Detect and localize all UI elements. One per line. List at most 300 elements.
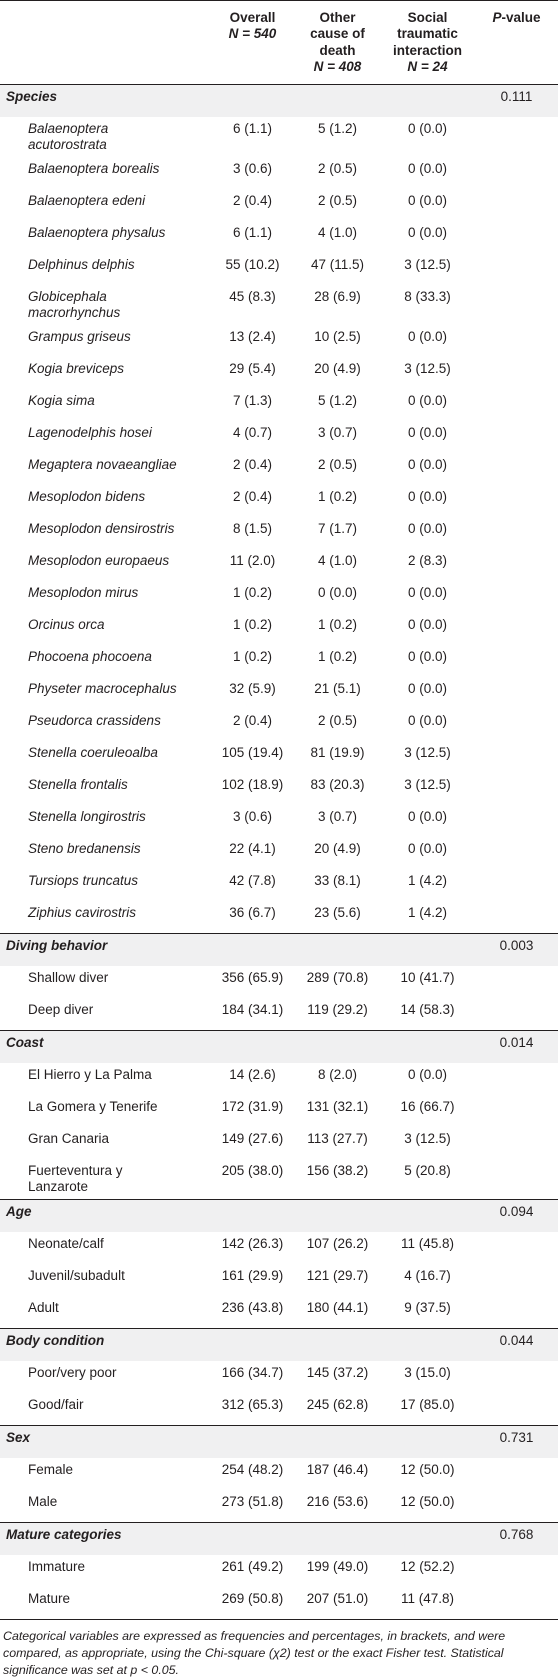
cell-pvalue: 0.731 <box>475 1425 558 1458</box>
header-overall <box>210 1 295 85</box>
cell-pvalue <box>475 389 558 421</box>
cell-pvalue: 0.094 <box>475 1199 558 1232</box>
header-other-cause <box>295 1 380 85</box>
row-label <box>0 677 210 709</box>
table-row <box>0 998 558 1031</box>
header-other-n: N = 408 <box>313 59 362 75</box>
cell-other-cause: 2 (0.5) <box>317 192 358 208</box>
cell-overall: 254 (48.2) <box>221 1461 284 1477</box>
category-row <box>0 84 558 117</box>
table-row <box>0 517 558 549</box>
cell-pvalue <box>475 1361 558 1393</box>
cell-overall: 14 (2.6) <box>229 1066 276 1082</box>
cell-other-cause: 10 (2.5) <box>314 328 361 344</box>
table-row <box>0 1095 558 1127</box>
cell-overall: 55 (10.2) <box>225 256 280 272</box>
cell-other-cause: 145 (37.2) <box>306 1364 369 1380</box>
cell-pvalue <box>475 1296 558 1329</box>
cell-other-cause <box>295 933 380 966</box>
cell-overall: 4 (0.7) <box>232 424 273 440</box>
cell-pvalue <box>475 581 558 613</box>
table-row <box>0 837 558 869</box>
cell-other-cause <box>295 84 380 117</box>
row-label <box>0 1587 210 1620</box>
cell-overall <box>210 1328 295 1361</box>
cell-pvalue: 0.111 <box>475 84 558 117</box>
row-label <box>0 253 210 285</box>
cell-social-traumatic: 11 (45.8) <box>400 1235 455 1251</box>
cell-pvalue <box>475 613 558 645</box>
cell-social-traumatic: 0 (0.0) <box>407 680 448 696</box>
cell-pvalue <box>475 645 558 677</box>
row-label <box>0 221 210 253</box>
cell-overall: 3 (0.6) <box>232 160 273 176</box>
header-social-l2: traumatic <box>397 26 458 42</box>
row-label <box>0 998 210 1031</box>
cell-overall <box>210 1425 295 1458</box>
category-label: Coast <box>0 1030 210 1063</box>
category-row <box>0 933 558 966</box>
cell-social-traumatic: 3 (12.5) <box>404 1130 451 1146</box>
row-label-line1: Pseudorca crassidens <box>28 712 161 728</box>
cell-overall: 36 (6.7) <box>229 904 276 920</box>
row-label-line1: Grampus griseus <box>28 328 131 344</box>
category-label: Diving behavior <box>0 933 210 966</box>
cell-overall: 2 (0.4) <box>232 712 273 728</box>
row-label <box>0 1095 210 1127</box>
table-row <box>0 1587 558 1620</box>
row-label <box>0 1296 210 1329</box>
cell-overall: 7 (1.3) <box>232 392 273 408</box>
row-label <box>0 189 210 221</box>
cell-overall: 6 (1.1) <box>232 224 273 240</box>
cell-pvalue <box>475 485 558 517</box>
cell-pvalue <box>475 285 558 325</box>
cell-other-cause: 5 (1.2) <box>317 120 358 136</box>
cell-other-cause: 20 (4.9) <box>314 360 361 376</box>
category-label: Species <box>0 84 210 117</box>
table-row <box>0 117 558 157</box>
header-pvalue <box>475 1 558 85</box>
row-label <box>0 645 210 677</box>
table-row <box>0 1159 558 1200</box>
row-label-line1: Neonate/calf <box>28 1235 104 1251</box>
cell-overall: 1 (0.2) <box>232 584 273 600</box>
cell-social-traumatic: 4 (16.7) <box>404 1267 451 1283</box>
table-row <box>0 613 558 645</box>
row-label <box>0 869 210 901</box>
cell-pvalue <box>475 773 558 805</box>
cell-pvalue <box>475 1264 558 1296</box>
header-pvalue-rest: -value <box>501 10 541 25</box>
row-label-line1: Phocoena phocoena <box>28 648 152 664</box>
cell-overall: 8 (1.5) <box>232 520 273 536</box>
cell-pvalue <box>475 1095 558 1127</box>
cell-overall: 22 (4.1) <box>229 840 276 856</box>
cell-overall: 42 (7.8) <box>229 872 276 888</box>
cell-pvalue: 0.003 <box>475 933 558 966</box>
cell-overall: 273 (51.8) <box>221 1493 284 1509</box>
row-label <box>0 837 210 869</box>
cell-pvalue <box>475 966 558 998</box>
cell-other-cause: 20 (4.9) <box>314 840 361 856</box>
cell-pvalue <box>475 517 558 549</box>
cell-other-cause: 33 (8.1) <box>314 872 361 888</box>
cell-social-traumatic: 0 (0.0) <box>407 192 448 208</box>
row-label <box>0 485 210 517</box>
cell-overall: 184 (34.1) <box>221 1001 284 1017</box>
cell-overall: 2 (0.4) <box>232 456 273 472</box>
cell-other-cause: 119 (29.2) <box>307 1001 368 1017</box>
cell-social-traumatic: 17 (85.0) <box>400 1396 455 1412</box>
cell-pvalue <box>475 253 558 285</box>
cell-other-cause: 1 (0.2) <box>317 648 358 664</box>
cell-overall: 11 (2.0) <box>229 552 276 568</box>
table-footnote: Categorical variables are expressed as frequencies and percentages, in brackets, and were compared, as appropriate, using the Chi-square (χ2) test or the exact Fisher test. Statistical significance was set at p < 0.05. <box>3 1628 506 1677</box>
cell-pvalue: 0.014 <box>475 1030 558 1063</box>
cell-other-cause: 1 (0.2) <box>317 616 358 632</box>
cell-social-traumatic: 0 (0.0) <box>407 840 448 856</box>
cell-pvalue <box>475 677 558 709</box>
row-label <box>0 1458 210 1490</box>
cell-overall: 356 (65.9) <box>221 969 284 985</box>
cell-social-traumatic: 0 (0.0) <box>407 584 448 600</box>
row-label <box>0 966 210 998</box>
row-label <box>0 1232 210 1264</box>
table-row <box>0 253 558 285</box>
row-label-line1: Kogia sima <box>28 392 95 408</box>
category-label: Body condition <box>0 1328 210 1361</box>
cell-social-traumatic: 3 (12.5) <box>404 360 451 376</box>
row-label-line1: Stenella longirostris <box>28 808 146 824</box>
header-social-l3: interaction <box>392 42 462 58</box>
cell-overall <box>210 1199 295 1232</box>
cell-pvalue <box>475 189 558 221</box>
table-row <box>0 421 558 453</box>
table-body <box>0 84 558 1619</box>
row-label <box>0 517 210 549</box>
row-label <box>0 117 210 157</box>
header-other-l1: Other <box>319 10 356 25</box>
cell-overall: 105 (19.4) <box>221 744 284 760</box>
cell-pvalue <box>475 221 558 253</box>
row-label-line1: Mesoplodon europaeus <box>28 552 170 568</box>
row-label-line1: Balaenoptera physalus <box>28 224 166 240</box>
row-label <box>0 709 210 741</box>
cell-social-traumatic: 8 (33.3) <box>404 288 451 304</box>
cell-overall <box>210 84 295 117</box>
table-row <box>0 1127 558 1159</box>
cell-other-cause <box>295 1030 380 1063</box>
cell-overall: 161 (29.9) <box>221 1267 284 1283</box>
cell-social-traumatic: 3 (12.5) <box>404 744 451 760</box>
cell-social-traumatic: 10 (41.7) <box>400 969 455 985</box>
cell-other-cause <box>295 1199 380 1232</box>
cell-social-traumatic: 0 (0.0) <box>407 224 448 240</box>
table-row <box>0 901 558 934</box>
cell-overall: 261 (49.2) <box>221 1558 284 1574</box>
cell-pvalue <box>475 901 558 934</box>
cell-overall: 166 (34.7) <box>221 1364 284 1380</box>
cell-pvalue <box>475 837 558 869</box>
row-label <box>0 157 210 189</box>
table-row <box>0 1232 558 1264</box>
header-variable <box>0 1 210 85</box>
row-label <box>0 1393 210 1426</box>
cell-social-traumatic: 12 (50.0) <box>400 1493 455 1509</box>
cell-other-cause: 2 (0.5) <box>317 160 358 176</box>
cell-social-traumatic: 3 (12.5) <box>404 776 451 792</box>
cell-pvalue <box>475 117 558 157</box>
row-label-line1: Gran Canaria <box>28 1130 110 1146</box>
cell-social-traumatic <box>380 1030 475 1063</box>
cell-overall: 32 (5.9) <box>229 680 276 696</box>
row-label-line1: Stenella coeruleoalba <box>28 744 158 760</box>
cell-pvalue <box>475 741 558 773</box>
cell-other-cause: 4 (1.0) <box>317 552 358 568</box>
row-label <box>0 285 210 325</box>
cell-overall: 236 (43.8) <box>221 1299 284 1315</box>
cell-pvalue <box>475 1063 558 1095</box>
cell-social-traumatic: 0 (0.0) <box>407 424 448 440</box>
cell-overall <box>210 1522 295 1555</box>
cell-social-traumatic <box>380 1425 475 1458</box>
row-label <box>0 1063 210 1095</box>
header-overall-label: Overall <box>229 10 276 25</box>
cell-pvalue: 0.044 <box>475 1328 558 1361</box>
cell-social-traumatic: 1 (4.2) <box>407 872 448 888</box>
table-row <box>0 1490 558 1523</box>
cell-other-cause: 245 (62.8) <box>306 1396 369 1412</box>
cell-other-cause: 8 (2.0) <box>317 1066 358 1082</box>
cell-other-cause: 121 (29.7) <box>306 1267 369 1283</box>
cell-social-traumatic: 0 (0.0) <box>407 456 448 472</box>
row-label <box>0 1555 210 1587</box>
cell-social-traumatic: 11 (47.8) <box>400 1590 455 1606</box>
cell-social-traumatic: 12 (50.0) <box>400 1461 455 1477</box>
row-label <box>0 901 210 934</box>
cell-pvalue <box>475 325 558 357</box>
table-row <box>0 966 558 998</box>
header-social-n: N = 24 <box>407 59 448 75</box>
cell-other-cause: 2 (0.5) <box>317 712 358 728</box>
cell-overall: 102 (18.9) <box>221 776 284 792</box>
header-social-traumatic <box>380 1 475 85</box>
table-row <box>0 1458 558 1490</box>
cell-social-traumatic: 12 (52.2) <box>400 1558 455 1574</box>
cell-social-traumatic: 16 (66.7) <box>400 1098 455 1114</box>
cell-pvalue <box>475 805 558 837</box>
cell-pvalue <box>475 1587 558 1620</box>
cell-other-cause: 156 (38.2) <box>306 1162 369 1178</box>
row-label-line2: macrorhynchus <box>28 304 121 320</box>
cell-other-cause: 2 (0.5) <box>317 456 358 472</box>
cell-social-traumatic: 0 (0.0) <box>407 392 448 408</box>
table-row <box>0 285 558 325</box>
cell-overall: 312 (65.3) <box>221 1396 284 1412</box>
row-label <box>0 805 210 837</box>
cell-other-cause: 3 (0.7) <box>317 808 358 824</box>
row-label-line1: Deep diver <box>28 1001 94 1017</box>
row-label-line2: acutorostrata <box>28 136 107 152</box>
row-label-line1: Kogia breviceps <box>28 360 125 376</box>
cell-pvalue <box>475 1127 558 1159</box>
row-label-line1: Immature <box>28 1558 86 1574</box>
row-label-line1: Poor/very poor <box>28 1364 117 1380</box>
row-label <box>0 1127 210 1159</box>
category-row <box>0 1328 558 1361</box>
cell-other-cause: 28 (6.9) <box>314 288 361 304</box>
cell-social-traumatic: 0 (0.0) <box>407 648 448 664</box>
cell-social-traumatic: 0 (0.0) <box>407 712 448 728</box>
cell-pvalue <box>475 157 558 189</box>
cell-pvalue <box>475 1159 558 1200</box>
table-row <box>0 389 558 421</box>
row-label <box>0 613 210 645</box>
cell-other-cause: 289 (70.8) <box>306 969 369 985</box>
row-label-line1: Adult <box>28 1299 59 1315</box>
row-label <box>0 453 210 485</box>
row-label-line1: Balaenoptera edeni <box>28 192 146 208</box>
row-label-line1: Mesoplodon bidens <box>28 488 146 504</box>
row-label <box>0 357 210 389</box>
category-label: Mature categories <box>0 1522 210 1555</box>
category-row <box>0 1522 558 1555</box>
table-row <box>0 325 558 357</box>
row-label-line2: Lanzarote <box>28 1178 89 1194</box>
row-label <box>0 325 210 357</box>
cell-other-cause: 180 (44.1) <box>306 1299 369 1315</box>
table-row <box>0 677 558 709</box>
table-row <box>0 645 558 677</box>
row-label-line1: Ziphius cavirostris <box>28 904 137 920</box>
table-row <box>0 1296 558 1329</box>
cell-other-cause <box>295 1425 380 1458</box>
category-row <box>0 1199 558 1232</box>
header-pvalue-p: P <box>492 10 502 25</box>
row-label-line1: Good/fair <box>28 1396 84 1412</box>
cell-other-cause: 5 (1.2) <box>317 392 358 408</box>
cell-other-cause: 216 (53.6) <box>306 1493 369 1509</box>
category-label: Age <box>0 1199 210 1232</box>
cell-overall: 269 (50.8) <box>221 1590 284 1606</box>
cell-social-traumatic: 1 (4.2) <box>407 904 448 920</box>
cell-other-cause: 83 (20.3) <box>310 776 365 792</box>
cell-social-traumatic <box>380 1199 475 1232</box>
row-label-line1: Balaenoptera <box>28 120 109 136</box>
cell-pvalue <box>475 709 558 741</box>
row-label-line1: Mature <box>28 1590 71 1606</box>
table-row <box>0 1555 558 1587</box>
table-row <box>0 773 558 805</box>
cell-overall: 6 (1.1) <box>232 120 273 136</box>
table-row <box>0 1264 558 1296</box>
table-row <box>0 1393 558 1426</box>
table-row <box>0 1063 558 1095</box>
cell-overall <box>210 1030 295 1063</box>
cell-overall: 1 (0.2) <box>232 648 273 664</box>
cell-social-traumatic: 9 (37.5) <box>404 1299 451 1315</box>
table-row <box>0 485 558 517</box>
cell-other-cause: 7 (1.7) <box>317 520 358 536</box>
cell-other-cause: 23 (5.6) <box>314 904 361 920</box>
header-other-l2: cause of <box>310 26 365 42</box>
cell-pvalue <box>475 549 558 581</box>
cell-overall: 142 (26.3) <box>221 1235 284 1251</box>
cell-overall: 2 (0.4) <box>232 192 273 208</box>
cell-social-traumatic: 0 (0.0) <box>407 808 448 824</box>
cell-other-cause: 3 (0.7) <box>317 424 358 440</box>
row-label-line1: Mesoplodon mirus <box>28 584 139 600</box>
cell-social-traumatic: 3 (15.0) <box>404 1364 451 1380</box>
cell-pvalue <box>475 1232 558 1264</box>
cell-social-traumatic: 0 (0.0) <box>407 160 448 176</box>
row-label <box>0 1490 210 1523</box>
row-label <box>0 421 210 453</box>
row-label <box>0 741 210 773</box>
row-label-line1: Orcinus orca <box>28 616 105 632</box>
table-row <box>0 869 558 901</box>
cell-social-traumatic <box>380 1328 475 1361</box>
cell-pvalue <box>475 357 558 389</box>
cell-social-traumatic: 0 (0.0) <box>407 328 448 344</box>
row-label <box>0 773 210 805</box>
category-row <box>0 1030 558 1063</box>
cell-other-cause: 199 (49.0) <box>306 1558 369 1574</box>
cell-pvalue: 0.768 <box>475 1522 558 1555</box>
cell-social-traumatic: 2 (8.3) <box>407 552 448 568</box>
row-label-line1: Physeter macrocephalus <box>28 680 177 696</box>
cell-other-cause: 187 (46.4) <box>306 1461 369 1477</box>
cell-other-cause: 4 (1.0) <box>317 224 358 240</box>
cell-pvalue <box>475 869 558 901</box>
cell-pvalue <box>475 1458 558 1490</box>
cell-overall: 3 (0.6) <box>232 808 273 824</box>
row-label-line1: Stenella frontalis <box>28 776 128 792</box>
row-label-line1: Female <box>28 1461 74 1477</box>
cell-pvalue <box>475 1555 558 1587</box>
cell-other-cause: 131 (32.1) <box>306 1098 369 1114</box>
cell-other-cause <box>295 1328 380 1361</box>
cell-social-traumatic: 0 (0.0) <box>407 616 448 632</box>
row-label <box>0 1361 210 1393</box>
row-label <box>0 389 210 421</box>
cell-social-traumatic <box>380 84 475 117</box>
category-label: Sex <box>0 1425 210 1458</box>
cell-other-cause: 1 (0.2) <box>317 488 358 504</box>
cell-other-cause: 107 (26.2) <box>306 1235 369 1251</box>
row-label-line1: Juvenil/subadult <box>28 1267 125 1283</box>
cell-other-cause: 0 (0.0) <box>317 584 358 600</box>
cell-social-traumatic <box>380 1522 475 1555</box>
cell-other-cause: 47 (11.5) <box>310 256 365 272</box>
row-label-line1: Globicephala <box>28 288 107 304</box>
row-label-line1: La Gomera y Tenerife <box>28 1098 158 1114</box>
table-row <box>0 157 558 189</box>
cell-social-traumatic: 0 (0.0) <box>407 1066 448 1082</box>
table-row <box>0 709 558 741</box>
row-label-line1: El Hierro y La Palma <box>28 1066 152 1082</box>
row-label-line1: Balaenoptera borealis <box>28 160 160 176</box>
header-row <box>0 1 558 85</box>
cell-social-traumatic: 0 (0.0) <box>407 520 448 536</box>
row-label-line1: Delphinus delphis <box>28 256 135 272</box>
table-row <box>0 549 558 581</box>
cell-other-cause: 207 (51.0) <box>306 1590 369 1606</box>
cell-pvalue <box>475 421 558 453</box>
header-other-l3: death <box>319 42 356 58</box>
cell-social-traumatic: 3 (12.5) <box>404 256 451 272</box>
